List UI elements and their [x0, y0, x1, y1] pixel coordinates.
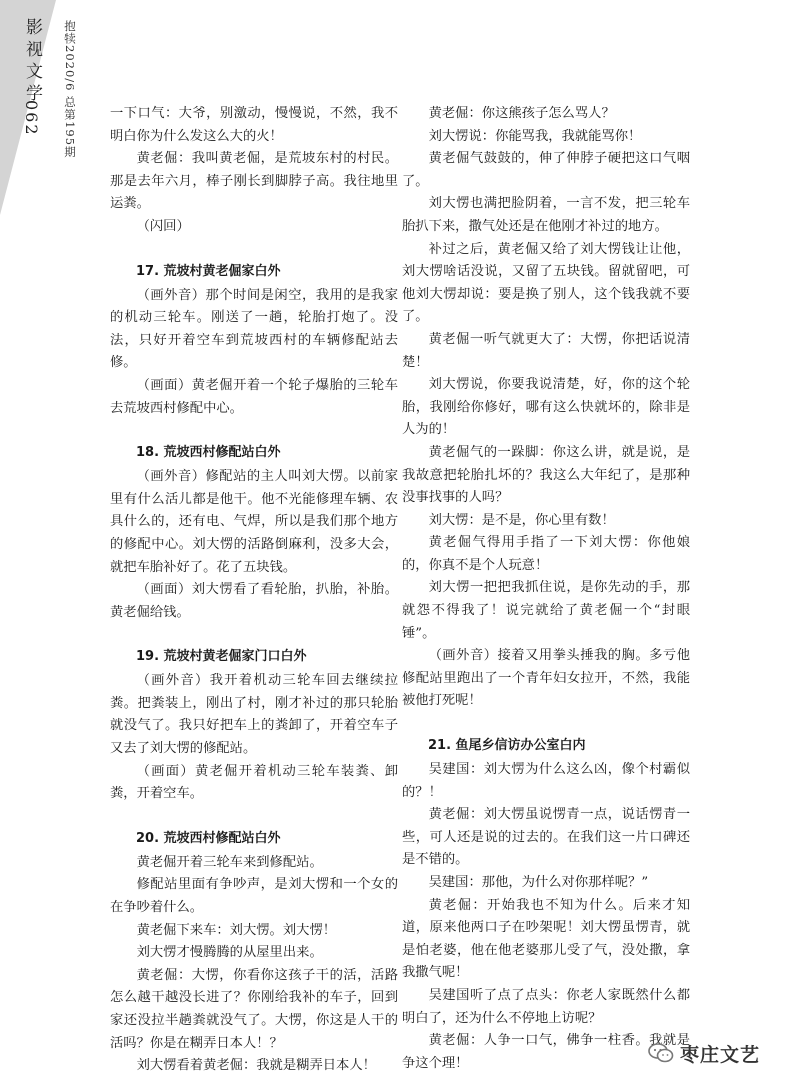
paragraph: 刘大愣也满把脸阴着，一言不发，把三轮车胎扒下来，撒气处还是在他刚才补过的地方。: [402, 196, 690, 234]
paragraph: 一下口气：大爷，别激动，慢慢说，不然，我不明白你为什么发这么大的火！: [110, 106, 398, 144]
magazine-title: 影视文学: [22, 18, 42, 106]
paragraph: 修配站里面有争吵声，是刘大愣和一个女的在争吵着什么。: [110, 877, 398, 916]
paragraph: 补过之后，黄老倔又给了刘大愣钱让让他，刘大愣啥话没说，又留了五块钱。留就留吧，可他刘大愣却说：要是换了别人，这个钱我就不要了。: [402, 241, 690, 325]
scene-heading-20: 20. 荒坡西村修配站白外: [136, 830, 281, 846]
paragraph: 吴建国：刘大愣为什么这么凶，像个村霸似的？！: [402, 762, 690, 800]
paragraph: 吴建国听了点了点头：你老人家既然什么都明白了，还为什么不停地上访呢？: [402, 987, 690, 1026]
paragraph: 刘大愣才慢腾腾的从屋里出来。: [136, 945, 323, 961]
scene-heading-17: 17. 荒坡村黄老倔家白外: [136, 263, 281, 279]
right-column: [402, 103, 690, 1075]
page-number: 062: [22, 100, 41, 137]
watermark: [648, 1040, 760, 1066]
paragraph: 刘大愣一把把我抓住说，是你先动的手，那就怨不得我了！说完就给了黄老倔一个“封眼锤”。: [402, 580, 690, 641]
issue-info: 抱犊2020/6 总第195期: [63, 20, 77, 159]
paragraph: 黄老倔：我叫黄老倔，是荒坡东村的村民。那是去年六月，棒子刚长到脚脖子高。我往地里运粪。: [110, 151, 398, 212]
paragraph: （画外音）我开着机动三轮车回去继续拉粪。把粪装上，刚出了村，刚才补过的那只轮胎就没气了。我只好把车上的粪卸了，开着空车子又去了刘大愣的修配站。: [110, 673, 398, 757]
paragraph: 刘大愣说，你要我说清楚，好，你的这个轮胎，我刚给你修好，哪有这么快就坏的，除非是人为的！: [402, 377, 690, 438]
paragraph: 黄老倔开着三轮车来到修配站。: [136, 854, 323, 870]
scene-heading-18: 18. 荒坡西村修配站白外: [136, 445, 281, 461]
paragraph: 黄老倔气的一跺脚：你这么讲，就是说，是我故意把轮胎扎坏的？我这么大年纪了，是那种没事找事的人吗？: [402, 444, 690, 506]
paragraph: 刘大愣说：你能骂我，我就能骂你！: [428, 128, 642, 144]
scene-heading-19: 19. 荒坡村黄老倔家门口白外: [136, 649, 307, 665]
paragraph: 黄老倔：你这熊孩子怎么骂人？: [428, 106, 615, 121]
paragraph: 黄老倔下来车：刘大愣。刘大愣！: [136, 922, 337, 938]
paragraph: 黄老倔气鼓鼓的，伸了伸脖子硬把这口气咽了。: [402, 151, 690, 189]
scene-heading-21: 21. 鱼尾乡信访办公室白内: [428, 738, 586, 754]
paragraph: 黄老倔：刘大愣虽说愣青一点，说话愣青一些，可人还是说的过去的。在我们这一片口碑还是不错的。: [402, 807, 690, 868]
wechat-logo-icon: [648, 1043, 674, 1063]
paragraph: （画面）刘大愣看了看轮胎，扒胎，补胎。黄老倔给钱。: [110, 582, 398, 620]
paragraph: 黄老倔一听气就更大了：大愣，你把话说清楚！: [402, 331, 690, 370]
paragraph: （闪回）: [136, 218, 190, 234]
paragraph: （画面）黄老倔开着机动三轮车装粪、卸粪，开着空车。: [110, 763, 398, 802]
paragraph: 吴建国：那他，为什么对你那样呢？”: [428, 875, 649, 890]
paragraph: （画外音）接着又用拳头捶我的胸。多亏他修配站里跑出了一个青年妇女拉开，不然，我能被他打死呢！: [402, 648, 690, 709]
paragraph: 黄老倔：开始我也不知为什么。后来才知道，原来他两口子在吵架呢！刘大愣虽愣青，就是怕老婆，他在他老婆那儿受了气，没处撒，拿我撒气呢！: [402, 897, 690, 981]
paragraph: 黄老倔：大愣，你看你这孩子干的活，活路怎么越干越没长进了？你刚给我补的车子，回到家还没拉半趟粪就没气了。大愣，你这是人干的活吗？你是在糊弄日本人！？: [110, 967, 398, 1051]
paragraph: 刘大愣：是不是，你心里有数！: [428, 512, 615, 528]
paragraph: （画面）黄老倔开着一个轮子爆胎的三轮车去荒坡西村修配中心。: [110, 377, 398, 416]
paragraph: （画外音）那个时间是闲空，我用的是我家的机动三轮车。刚送了一趟，轮胎打炮了。没法，只好开着空车到荒坡西村的车辆修配站去修。: [110, 287, 398, 371]
paragraph: 刘大愣看着黄老倔：我就是糊弄日本人！: [136, 1058, 376, 1074]
watermark-text: 枣庄文艺: [680, 1043, 761, 1066]
paragraph: （画外音）修配站的主人叫刘大愣。以前家里有什么活儿都是他干。他不光能修理车辆、农具什么的，还有电、气焊，所以是我们那个地方的修配中心。刘大愣的活路倒麻利，没多大会，就把车胎补好了。花了五块钱。: [110, 469, 398, 575]
left-column: [110, 103, 398, 1078]
paragraph: 黄老倔气得用手指了一下刘大愣：你他娘的，你真不是个人玩意！: [402, 535, 690, 573]
paragraph: 黄老倔：人争一口气，佛争一柱香。我就是争这个理！: [402, 1033, 690, 1071]
